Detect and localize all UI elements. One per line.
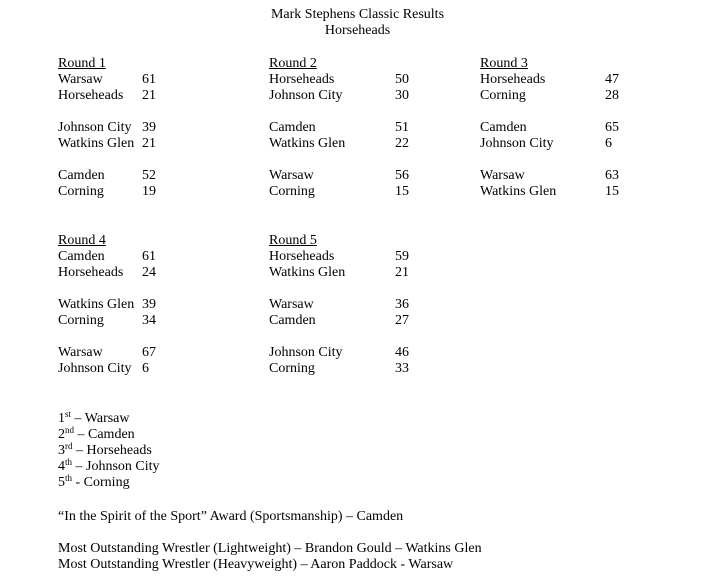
standing-place-suffix: st (65, 409, 72, 419)
team-name: Corning (58, 313, 104, 328)
team-score: 15 (395, 184, 409, 199)
standing-team: – Camden (74, 427, 135, 442)
team-name: Camden (269, 313, 316, 328)
team-name: Horseheads (269, 72, 335, 87)
team-score: 67 (142, 345, 156, 360)
team-score: 15 (605, 184, 619, 199)
round-title: Round 1 (58, 56, 106, 71)
team-name: Watkins Glen (58, 136, 135, 151)
standing-place-number: 3 (58, 443, 65, 458)
round-title: Round 2 (269, 56, 317, 71)
team-name: Johnson City (480, 136, 554, 151)
team-name: Camden (269, 120, 316, 135)
team-name: Warsaw (58, 345, 103, 360)
team-score: 39 (142, 120, 156, 135)
team-score: 47 (605, 72, 619, 87)
document-location: Horseheads (324, 23, 391, 38)
team-score: 24 (142, 265, 156, 280)
team-score: 27 (395, 313, 409, 328)
round-title: Round 5 (269, 233, 317, 248)
team-name: Camden (480, 120, 527, 135)
standing-item (58, 443, 152, 459)
standing-team: - Corning (72, 475, 130, 490)
team-name: Johnson City (269, 88, 343, 103)
team-name: Johnson City (58, 361, 132, 376)
standing-place-number: 4 (58, 459, 65, 474)
team-name: Horseheads (58, 265, 124, 280)
team-score: 51 (395, 120, 409, 135)
team-score: 56 (395, 168, 409, 183)
sportsmanship-award: “In the Spirit of the Sport” Award (Sportsmanship) – Camden (58, 509, 404, 524)
standing-place-number: 5 (58, 475, 65, 490)
team-score: 21 (395, 265, 409, 280)
standing-place-suffix: th (65, 473, 73, 483)
standing-place-suffix: nd (65, 425, 74, 435)
team-name: Camden (58, 168, 105, 183)
team-name: Watkins Glen (58, 297, 135, 312)
standing-item (58, 459, 160, 475)
team-name: Corning (269, 361, 315, 376)
team-name: Corning (480, 88, 526, 103)
team-name: Horseheads (58, 88, 124, 103)
team-name: Corning (58, 184, 104, 199)
standing-place-suffix: rd (65, 441, 73, 451)
team-score: 36 (395, 297, 409, 312)
team-score: 21 (142, 136, 156, 151)
team-score: 50 (395, 72, 409, 87)
team-score: 63 (605, 168, 619, 183)
team-name: Johnson City (58, 120, 132, 135)
team-name: Warsaw (480, 168, 525, 183)
team-score: 6 (605, 136, 612, 151)
team-name: Watkins Glen (269, 136, 346, 151)
team-score: 28 (605, 88, 619, 103)
heavyweight-award: Most Outstanding Wrestler (Heavyweight) – Aaron Paddock - Warsaw (58, 557, 454, 572)
team-name: Horseheads (480, 72, 546, 87)
team-name: Horseheads (269, 249, 335, 264)
round-title: Round 3 (480, 56, 528, 71)
team-name: Warsaw (269, 168, 314, 183)
team-name: Warsaw (269, 297, 314, 312)
team-score: 22 (395, 136, 409, 151)
standing-place-number: 2 (58, 427, 65, 442)
lightweight-award: Most Outstanding Wrestler (Lightweight) – Brandon Gould – Watkins Glen (58, 541, 482, 556)
team-name: Watkins Glen (480, 184, 557, 199)
team-score: 65 (605, 120, 619, 135)
standing-team: – Horseheads (72, 443, 152, 458)
team-score: 46 (395, 345, 409, 360)
team-score: 39 (142, 297, 156, 312)
team-score: 34 (142, 313, 156, 328)
team-score: 19 (142, 184, 156, 199)
document-title: Mark Stephens Classic Results (270, 7, 445, 22)
round-title: Round 4 (58, 233, 106, 248)
team-name: Johnson City (269, 345, 343, 360)
team-name: Corning (269, 184, 315, 199)
team-score: 6 (142, 361, 149, 376)
standing-place-suffix: th (65, 457, 73, 467)
standing-team: – Warsaw (71, 411, 130, 426)
standing-place-number: 1 (58, 411, 65, 426)
team-score: 21 (142, 88, 156, 103)
team-score: 59 (395, 249, 409, 264)
team-score: 33 (395, 361, 409, 376)
standing-team: – Johnson City (72, 459, 160, 474)
standing-item (58, 475, 130, 491)
team-name: Warsaw (58, 72, 103, 87)
team-name: Watkins Glen (269, 265, 346, 280)
team-score: 52 (142, 168, 156, 183)
team-score: 61 (142, 249, 156, 264)
team-name: Camden (58, 249, 105, 264)
team-score: 30 (395, 88, 409, 103)
team-score: 61 (142, 72, 156, 87)
